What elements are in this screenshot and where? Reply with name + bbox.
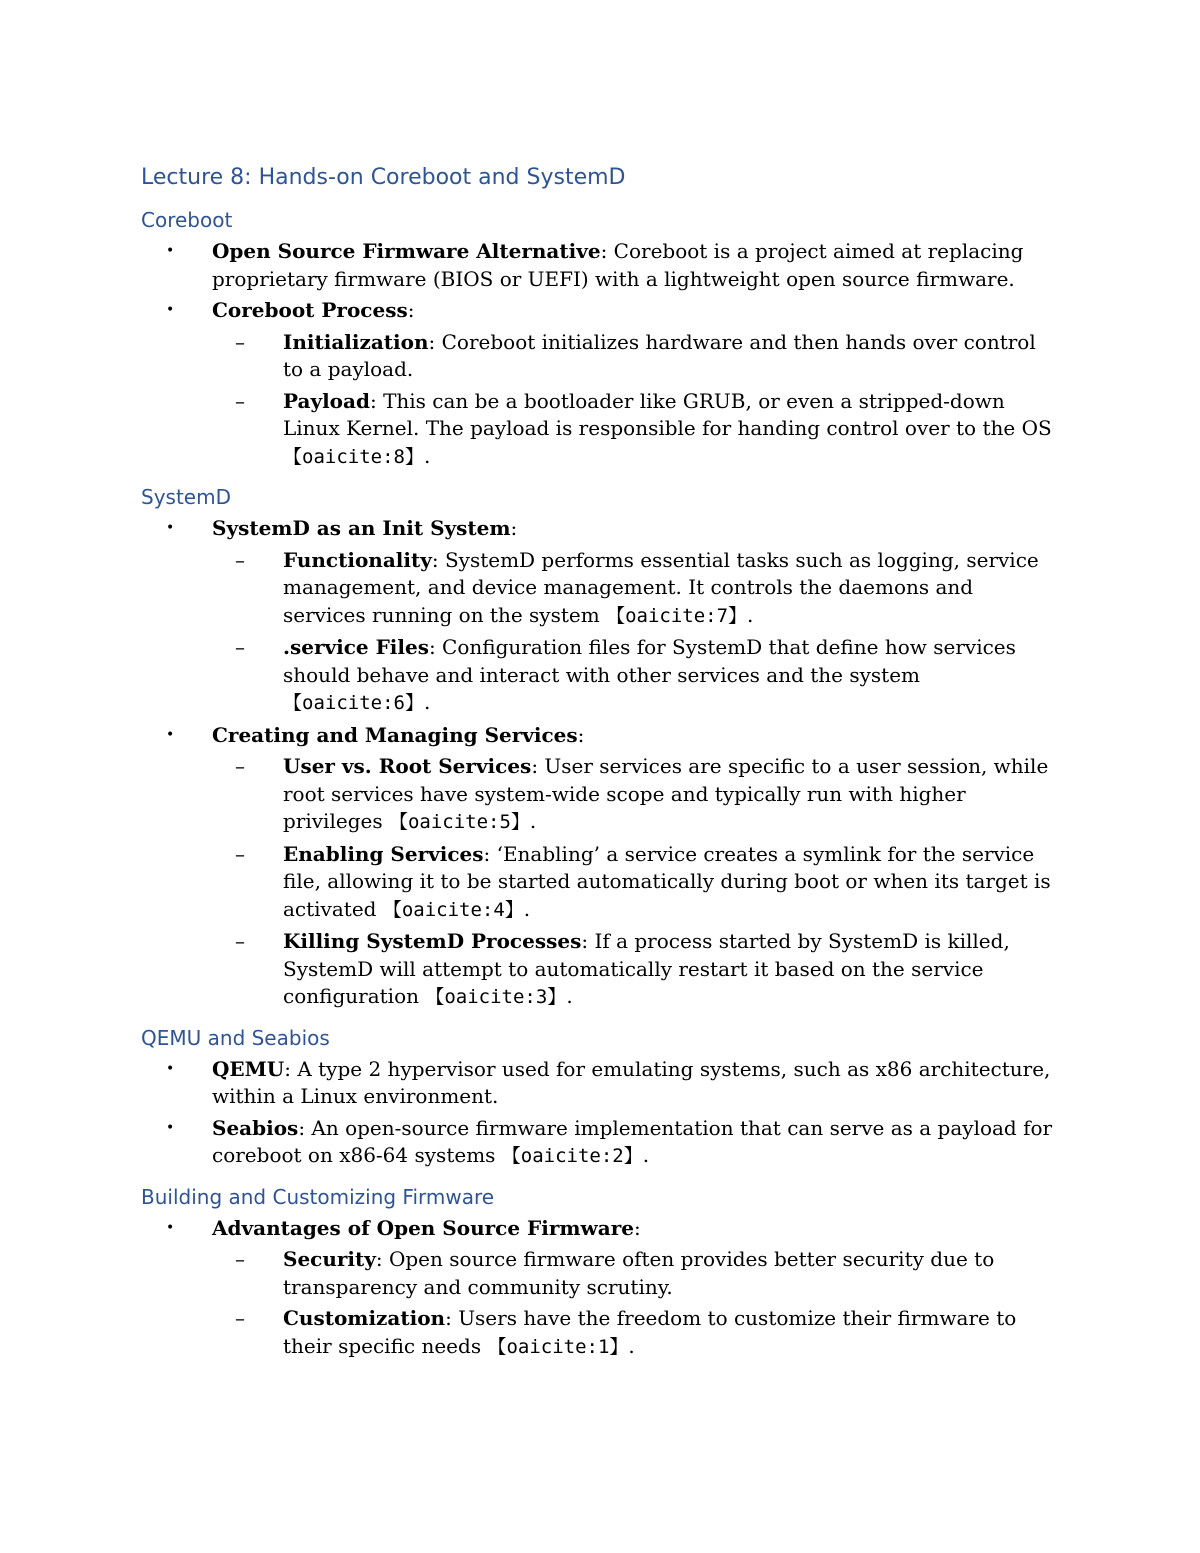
- citation-marker: 【oaicite:7】: [606, 604, 748, 627]
- dash-icon: –: [235, 329, 245, 354]
- bullet-icon: •: [166, 1119, 175, 1136]
- list-item-init-system: [141, 515, 1061, 718]
- citation-marker: 【oaicite:8】: [283, 445, 424, 468]
- item-end-punct: .: [642, 1143, 650, 1167]
- list-item-managing-services: [141, 722, 1061, 1012]
- sublist-item-customization: [212, 1305, 1061, 1361]
- citation-marker: 【oaicite:5】: [388, 811, 530, 833]
- subitem-term: Payload: [283, 388, 370, 413]
- citation-marker: 【oaicite:1】: [487, 1335, 629, 1358]
- firmware-list: [141, 1215, 1061, 1362]
- systemd-list: [141, 515, 1061, 1012]
- sublist-item-payload: [212, 388, 1061, 472]
- item-term: Coreboot Process: [212, 298, 408, 322]
- sublist-item-user-vs-root: [212, 753, 1061, 837]
- item-text: :: [407, 298, 415, 322]
- item-term: SystemD as an Init System: [212, 516, 511, 540]
- section-heading-qemu: QEMU and Seabios: [141, 1025, 330, 1050]
- subitem-text: : User services are specific to a user session, while root services have system-wide scope and typically run with higher privileges: [283, 754, 1049, 833]
- item-text: : Coreboot is a project aimed at replacing proprietary firmware (BIOS or UEFI) with a lightweight open source firmware.: [212, 239, 1024, 291]
- subitem-term: Security: [283, 1247, 376, 1271]
- subitem-end-punct: .: [423, 690, 431, 714]
- sublist-item-security: [212, 1246, 1061, 1301]
- subitem-text: : Configuration files for SystemD that define how services should behave and interact with other services and the system: [283, 635, 1016, 687]
- sublist-item-service-files: [212, 634, 1061, 718]
- page-title: Lecture 8: Hands-on Coreboot and SystemD: [141, 165, 626, 190]
- dash-icon: –: [235, 388, 245, 413]
- citation-marker: 【oaicite:3】: [425, 986, 567, 1008]
- coreboot-list: [141, 238, 1061, 471]
- item-text: :: [633, 1215, 641, 1240]
- bullet-icon: •: [166, 302, 175, 318]
- subitem-text: : SystemD performs essential tasks such as logging, service management, and device management. It controls the daemons and services running on the system: [283, 547, 1039, 627]
- item-term: QEMU: [212, 1056, 285, 1081]
- subitem-end-punct: .: [523, 896, 531, 921]
- bullet-icon: •: [166, 520, 175, 536]
- subitem-end-punct: .: [747, 602, 754, 627]
- subitem-text: : ‘Enabling’ a service creates a symlink for the service file, allowing it to be started automatically during boot or when its target is activated: [283, 841, 1051, 921]
- bullet-icon: •: [166, 1060, 175, 1077]
- subitem-text: : Users have the freedom to customize their firmware to their specific needs: [283, 1306, 1017, 1358]
- dash-icon: –: [235, 1306, 245, 1330]
- subitem-term: Customization: [283, 1306, 446, 1330]
- dash-icon: –: [235, 841, 245, 866]
- list-item-seabios: [141, 1115, 1061, 1171]
- list-item-advantages: [141, 1215, 1061, 1362]
- init-system-sublist: [212, 547, 1061, 718]
- sublist-item-killing-processes: [212, 928, 1061, 1012]
- subitem-text: : Open source firmware often provides better security due to transparency and community scrutiny.: [283, 1247, 995, 1299]
- coreboot-process-sublist: [212, 329, 1061, 472]
- item-term: Creating and Managing Services: [212, 722, 578, 747]
- section-heading-firmware: Building and Customizing Firmware: [141, 1184, 495, 1209]
- item-term: Open Source Firmware Alternative: [212, 239, 601, 263]
- section-heading-systemd: SystemD: [141, 485, 231, 509]
- item-text: : A type 2 hypervisor used for emulating systems, such as x86 architecture, within a Linux environment.: [212, 1056, 1051, 1108]
- item-text: :: [577, 722, 585, 747]
- section-heading-coreboot: Coreboot: [141, 208, 233, 232]
- citation-marker: 【oaicite:6】: [283, 692, 424, 714]
- list-item-qemu: [141, 1056, 1061, 1111]
- subitem-term: Initialization: [283, 329, 429, 354]
- citation-marker: 【oaicite:2】: [501, 1145, 643, 1167]
- dash-icon: –: [235, 635, 245, 659]
- dash-icon: –: [235, 754, 245, 778]
- dash-icon: –: [235, 929, 245, 953]
- citation-marker: 【oaicite:4】: [382, 898, 524, 921]
- subitem-term: Functionality: [283, 547, 432, 572]
- item-text: : An open-source firmware implementation that can serve as a payload for coreboot on x86-64 systems: [212, 1115, 1053, 1167]
- list-item-coreboot-process: [141, 297, 1061, 471]
- qemu-list: [141, 1056, 1061, 1171]
- bullet-icon: •: [166, 1219, 175, 1236]
- subitem-text: : If a process started by SystemD is killed, SystemD will attempt to automatically restart it based on the service configuration: [283, 929, 1010, 1008]
- subitem-term: Enabling Services: [283, 841, 484, 866]
- dash-icon: –: [235, 1247, 245, 1271]
- bullet-icon: •: [166, 726, 175, 743]
- item-term: Advantages of Open Source Firmware: [212, 1215, 634, 1240]
- subitem-end-punct: .: [628, 1333, 635, 1358]
- advantages-sublist: [212, 1246, 1061, 1361]
- document-body: [141, 162, 1061, 1365]
- item-term: Seabios: [212, 1115, 299, 1140]
- subitem-end-punct: .: [529, 809, 537, 833]
- subitem-text: : Coreboot initializes hardware and then hands over control to a payload.: [283, 329, 1036, 381]
- subitem-term: .service Files: [283, 635, 429, 659]
- bullet-icon: •: [166, 243, 175, 259]
- managing-services-sublist: [212, 753, 1061, 1012]
- subitem-term: Killing SystemD Processes: [283, 929, 582, 953]
- sublist-item-enabling-services: [212, 841, 1061, 925]
- subitem-end-punct: .: [566, 984, 573, 1008]
- sublist-item-initialization: [212, 329, 1061, 384]
- subitem-text: : This can be a bootloader like GRUB, or even a stripped-down Linux Kernel. The payload is responsible for handing control over to the OS: [283, 388, 1052, 440]
- dash-icon: –: [235, 547, 245, 572]
- item-text: :: [510, 516, 518, 540]
- list-item-open-source-firmware: [141, 238, 1061, 293]
- subitem-end-punct: .: [423, 443, 431, 468]
- subitem-term: User vs. Root Services: [283, 754, 532, 778]
- sublist-item-functionality: [212, 547, 1061, 631]
